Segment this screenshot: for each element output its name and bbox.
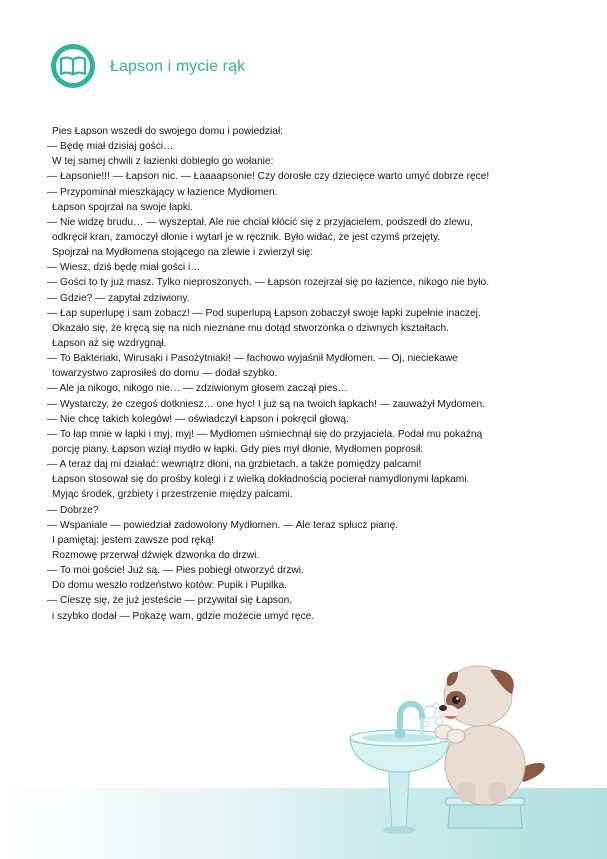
story-line: — A teraz daj mi działać: wewnątrz dłoni, na grzbietach, a także pomiędzy palcami! (47, 459, 422, 471)
story-line: towarzystwo zaprosiłeś do domu — dodał szybko. (52, 368, 278, 380)
story-line: — Gości to ty już masz. Tylko nieproszonych. — Łapson rozejrzał się po łazience, nikogo nie było. (47, 277, 490, 289)
story-line: — Ale ja nikogo, nikogo nie… — zdziwionym głosem zaczął pies… (47, 383, 348, 395)
story-line: I pamiętaj: jestem zawsze pod ręką! (52, 534, 214, 546)
story-line: — Nie chcę takich kolegów! — oświadczył Łapson i pokręcił głową. (47, 413, 349, 425)
story-line: — Dobrze? (47, 504, 99, 516)
story-line: Łapson stosował się do prośby kolegi i z wielką dokładnością pocierał namydlonymi łapkami. (52, 474, 470, 486)
story-line: — Gdzie? — zapytał zdziwiony. (47, 292, 190, 304)
story-line: — Wiesz, dziś będę miał gości i… (47, 262, 201, 274)
story-line: — To łap mnie w łapki i myj, myj! — Mydłomen uśmiechnął się do przyjaciela. Podał mu pokaźną (47, 428, 483, 440)
story-line: Pies Łapson wszedł do swojego domu i powiedział: (52, 126, 284, 137)
story-line: i szybko dodał — Pokażę wam, gdzie możecie umyć ręce. (52, 610, 315, 622)
story-line: — Wystarczy, że czegoś dotkniesz… one hyc! I już są na twoich łapkach! — zauważył Mydomen. (47, 398, 485, 410)
story-line: Do domu weszło rodzeństwo kotów: Pupik i Pupilka. (52, 580, 287, 592)
story-line: Okazało się, że kręcą się na nich nieznane mu dotąd stworzonka o dziwnych kształtach. (52, 322, 449, 334)
story-line: — Łap superlupę i sam zobacz! — Pod superlupą Łapson zobaczył swoje łapki zupełnie inaczej. (47, 307, 481, 319)
story-line: Myjąc środek, grzbiety i przestrzenie między palcami. (52, 489, 293, 501)
story-line: — To Bakteriaki, Wirusaki i Pasożytniaki! — fachowo wyjaśnił Mydłomen. — Oj, nieciekawe (47, 353, 458, 365)
story-line: Spojrzał na Mydłomena stojącego na zlewie i zwierzył się: (52, 247, 314, 259)
story-line: — Przypominał mieszkający w łazience Mydłomen. (47, 186, 278, 198)
story-line: — Cieszę się, że już jesteście — przywitał się Łapson, (47, 595, 293, 607)
book-icon (51, 44, 95, 88)
story-line: — Wspaniale — powiedział zadowolony Mydłomen. — Ale teraz spłucz pianę. (47, 519, 399, 531)
story-line: — Nie widzę brudu… — wyszeptał. Ale nie chciał kłócić się z przyjacielem, podszedł do zlewu, (47, 216, 473, 228)
story-line: — Łapsonie!!! — Łapson nic. — Łaaaapsonie! Czy dorosłe czy dziecięce warto umyć dobrze ręce! (47, 171, 490, 183)
page-title: Łapson i mycie rąk (110, 58, 246, 75)
story-line: Rozmowę przerwał dźwięk dzwonka do drzwi. (52, 549, 260, 561)
story-line: odkręcił kran, zamoczył dłonie i wytarł je w ręcznik. Było widać, że jest czymś przejęty. (52, 231, 441, 243)
puppy-washing-hands-illustration (340, 660, 607, 859)
story-line: Łapson aż się wzdrygnął. (52, 337, 167, 349)
story-text (47, 124, 567, 624)
story-line: — Będę miał dzisiaj gości… (47, 141, 174, 153)
story-line: porcję piany. Łapson wziął mydło w łapki. Gdy pies mył dłonie, Mydłomen poprosił: (52, 443, 424, 455)
story-line: — To moi goście! Już są. — Pies pobiegł otworzyć drzwi. (47, 565, 304, 577)
story-line: Łapson spojrzał na swoje łapki. (52, 201, 194, 213)
story-line: W tej samej chwili z łazienki dobiegło go wołanie: (52, 156, 274, 168)
